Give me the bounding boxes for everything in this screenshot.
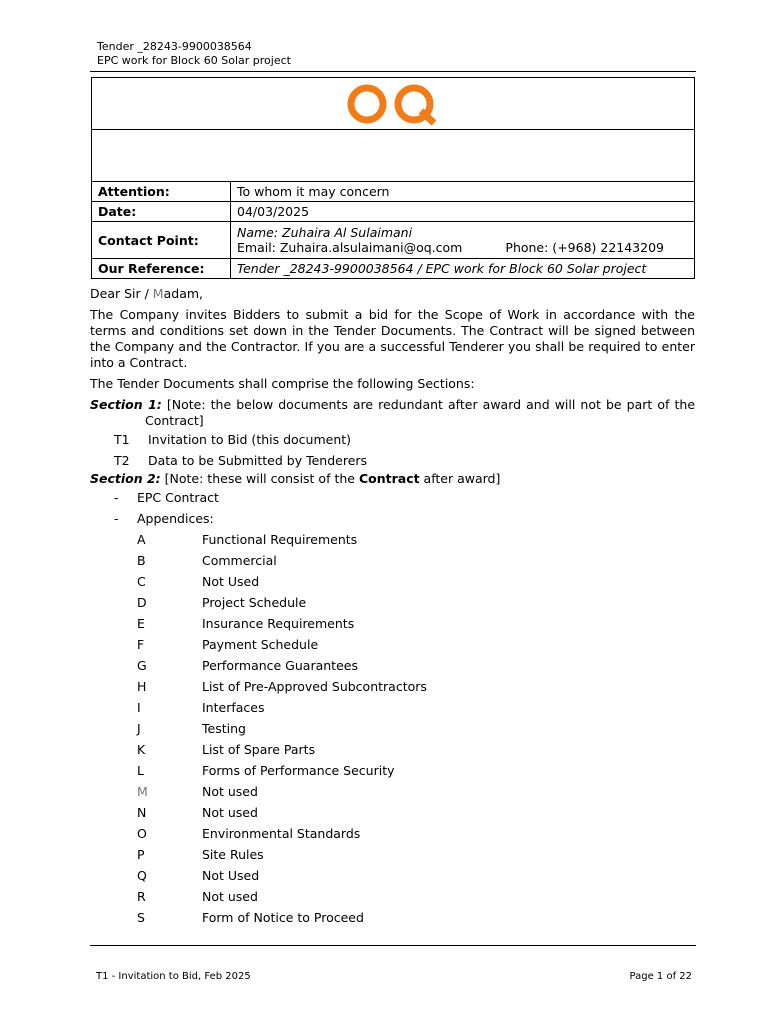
appendix-label: Functional Requirements	[202, 531, 358, 547]
appendix-item	[90, 718, 695, 739]
section-1-title: Section 1:	[90, 397, 162, 412]
contact-row	[92, 222, 695, 259]
section-2-note-start: [Note: these will consist of the	[160, 471, 359, 486]
item-code: T2	[114, 452, 130, 468]
appendix-label: Not Used	[202, 573, 260, 589]
item-label: Appendices:	[137, 510, 214, 526]
section-2-heading	[90, 471, 695, 487]
footer-document-name: T1 - Invitation to Bid, Feb 2025	[96, 971, 251, 982]
contact-label: Contact Point:	[92, 222, 231, 259]
section-1-note: [Note: the below documents are redundant after award and will not be part of the Contract]	[145, 397, 696, 428]
appendix-code: J	[137, 720, 141, 736]
contact-name: Name: Zuhaira Al Sulaimani	[237, 225, 413, 240]
greeting-end: adam,	[163, 286, 203, 301]
appendix-label: Not used	[202, 888, 258, 904]
appendix-item	[90, 739, 695, 760]
appendix-item	[90, 529, 695, 550]
appendix-code: D	[137, 594, 147, 610]
appendix-code: A	[137, 531, 146, 547]
appendix-item	[90, 844, 695, 865]
footer-rule	[90, 945, 696, 946]
appendix-label: List of Spare Parts	[202, 741, 316, 757]
info-table	[91, 181, 695, 279]
contact-email: Email: Zuhaira.alsulaimani@oq.com	[237, 240, 463, 255]
appendices-list	[90, 529, 695, 928]
greeting	[90, 286, 695, 302]
appendix-label: List of Pre-Approved Subcontractors	[202, 678, 427, 694]
appendix-code: Q	[137, 867, 147, 883]
page-header	[97, 40, 291, 68]
section-1-item	[90, 429, 695, 450]
appendix-code: N	[137, 804, 147, 820]
section-2-item	[90, 487, 695, 508]
header-rule	[90, 71, 696, 72]
appendix-label: Not used	[202, 783, 258, 799]
section-2-note-end: after award]	[419, 471, 501, 486]
reference-row	[92, 259, 695, 279]
header-project-title: EPC work for Block 60 Solar project	[97, 54, 291, 67]
appendix-label: Not used	[202, 804, 258, 820]
appendix-label: Forms of Performance Security	[202, 762, 395, 778]
appendix-label: Performance Guarantees	[202, 657, 358, 673]
section-2-note-bold: Contract	[358, 471, 420, 486]
appendix-code: P	[137, 846, 145, 862]
appendix-code: H	[137, 678, 147, 694]
appendix-label: Project Schedule	[202, 594, 307, 610]
header-tender-number: Tender _28243-9900038564	[97, 40, 252, 53]
appendix-code: G	[137, 657, 147, 673]
section-1-heading	[90, 397, 695, 429]
appendix-item	[90, 676, 695, 697]
oq-logo	[345, 82, 441, 126]
greeting-m: M	[152, 286, 164, 301]
section-2-list	[90, 487, 695, 529]
contact-phone: Phone: (+968) 22143209	[505, 240, 664, 255]
appendix-label: Site Rules	[202, 846, 264, 862]
appendix-item	[90, 781, 695, 802]
item-label: Data to be Submitted by Tenderers	[148, 452, 368, 468]
item-label: Invitation to Bid (this document)	[148, 431, 352, 447]
appendix-item	[90, 655, 695, 676]
appendix-item	[90, 550, 695, 571]
reference-label: Our Reference:	[92, 259, 231, 279]
date-row	[92, 202, 695, 222]
appendix-item	[90, 592, 695, 613]
intro-paragraph: The Company invites Bidders to submit a bid for the Scope of Work in accordance with the terms and conditions set down in the Tender Documents. The Contract will be signed between the Company and the Contractor. If you are a successful Tenderer you shall be required to enter into a Contract.	[90, 307, 695, 370]
appendix-code: O	[137, 825, 147, 841]
appendix-item	[90, 697, 695, 718]
date-value: 04/03/2025	[231, 202, 695, 222]
appendix-item	[90, 634, 695, 655]
item-dash: -	[114, 489, 119, 505]
reference-value: Tender _28243-9900038564 / EPC work for Block 60 Solar project	[231, 259, 695, 279]
appendix-code: R	[137, 888, 146, 904]
appendix-code: S	[137, 909, 145, 925]
section-1-item	[90, 450, 695, 471]
appendix-item	[90, 613, 695, 634]
appendix-label: Commercial	[202, 552, 277, 568]
appendix-item	[90, 571, 695, 592]
appendix-item	[90, 823, 695, 844]
appendix-item	[90, 886, 695, 907]
item-code: T1	[114, 431, 130, 447]
appendix-code: F	[137, 636, 145, 652]
appendix-label: Form of Notice to Proceed	[202, 909, 364, 925]
appendix-item	[90, 865, 695, 886]
appendix-code: K	[137, 741, 146, 757]
date-label: Date:	[92, 202, 231, 222]
item-dash: -	[114, 510, 119, 526]
appendix-code: L	[137, 762, 144, 778]
section-2-item	[90, 508, 695, 529]
appendix-code: M	[137, 783, 148, 799]
appendix-label: Payment Schedule	[202, 636, 319, 652]
section-2-title: Section 2:	[90, 471, 161, 486]
appendix-item	[90, 802, 695, 823]
letter-body	[90, 286, 695, 928]
appendix-label: Testing	[202, 720, 246, 736]
contact-value	[231, 222, 695, 259]
blank-cell	[91, 129, 695, 182]
appendix-code: B	[137, 552, 146, 568]
appendix-label: Environmental Standards	[202, 825, 361, 841]
appendix-code: I	[137, 699, 141, 715]
attention-row	[92, 182, 695, 202]
appendix-code: E	[137, 615, 145, 631]
attention-label: Attention:	[92, 182, 231, 202]
item-label: EPC Contract	[137, 489, 219, 505]
appendix-label: Insurance Requirements	[202, 615, 355, 631]
appendix-label: Not Used	[202, 867, 260, 883]
appendix-code: C	[137, 573, 146, 589]
appendix-label: Interfaces	[202, 699, 265, 715]
footer-page-number: Page 1 of 22	[629, 971, 692, 982]
sections-intro: The Tender Documents shall comprise the following Sections:	[90, 376, 475, 391]
greeting-start: Dear Sir /	[90, 286, 153, 301]
logo-cell	[91, 77, 695, 129]
attention-value: To whom it may concern	[231, 182, 695, 202]
appendix-item	[90, 907, 695, 928]
section-1-list	[90, 429, 695, 471]
appendix-item	[90, 760, 695, 781]
